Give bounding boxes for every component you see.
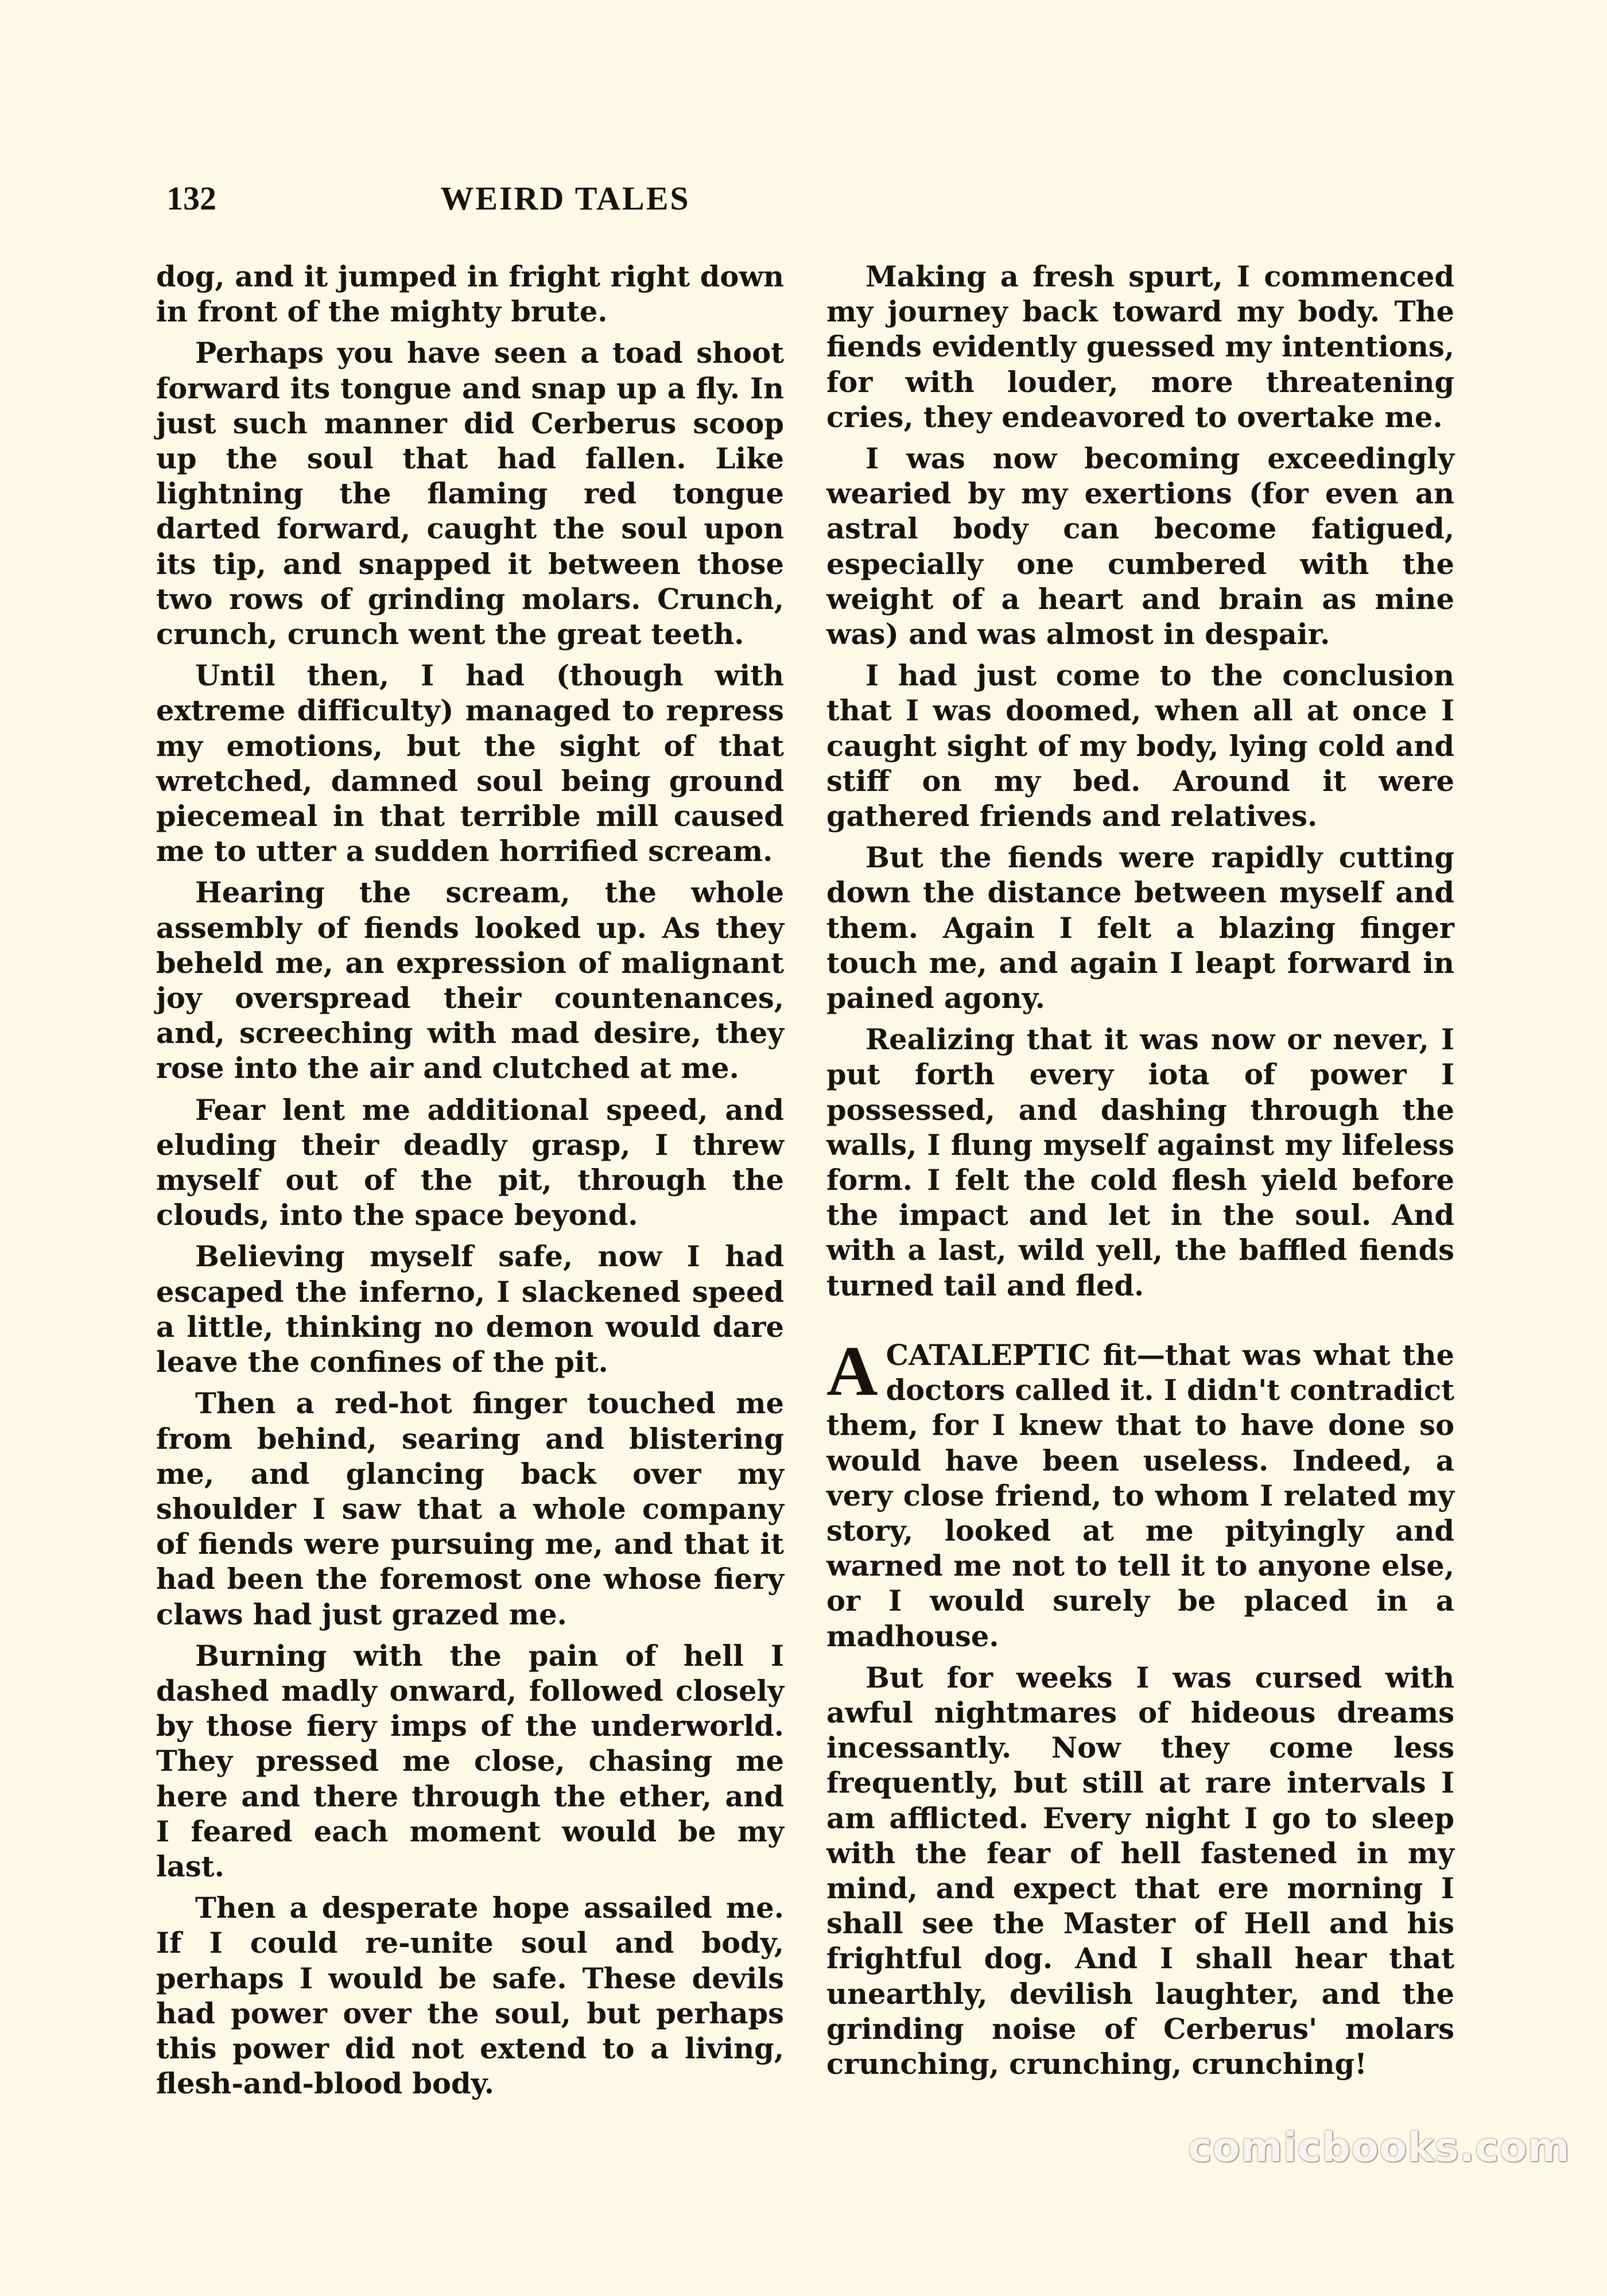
paragraph: I was now becoming exceedingly wearied by my exertions (for even an astral body can become fatigued, especially one cumbered with the weight of a heart and brain as mine was) and was almost in despair. [826,442,1454,651]
page-number: 132 [166,180,216,217]
paragraph: But the fiends were rapidly cutting down the distance between myself and them. Again I felt a blazing finger touch me, and again I leapt forward in pained agony. [826,841,1454,1015]
paragraph: Believing myself safe, now I had escaped the inferno, I slackened speed a little, thinking no demon would dare leave the confines of the pit. [156,1240,784,1379]
paragraph: Then a desperate hope assailed me. If I could re-unite soul and body, perhaps I would be safe. These devils had power over the soul, but perhaps this power did not extend to a living, flesh-and-blood body. [156,1891,784,2101]
left-column [156,259,784,2108]
paragraph: Fear lent me additional speed, and eluding their deadly grasp, I threw myself out of the pit, through the clouds, into the space beyond. [156,1093,784,1232]
paragraph: Hearing the scream, the whole assembly of fiends looked up. As they beheld me, an expression of malignant joy overspread their countenances, and, screeching with mad desire, they rose into the air and clutched at me. [156,876,784,1085]
watermark: comicbooks.com [1188,2124,1570,2171]
paragraph: dog, and it jumped in fright right down in front of the mighty brute. [156,260,784,329]
paragraph: Perhaps you have seen a toad shoot forward its tongue and snap up a fly. In just such manner did Cerberus scoop up the soul that had fallen. Like lightning the flaming red tongue darted forward, caught the soul upon its tip, and snapped it between those two rows of grinding molars. Crunch, crunch, crunch went the great teeth. [156,336,784,651]
paragraph: I had just come to the conclusion that I was doomed, when all at once I caught sight of my body, lying cold and stiff on my bed. Around it were gathered friends and relatives. [826,659,1454,833]
section-opening-paragraph [826,1331,1454,1654]
right-column [826,259,1454,2088]
paragraph: Realizing that it was now or never, I put forth every iota of power I possessed, and dashing through the walls, I flung myself against my lifeless form. I felt the cold flesh yield before the impact and let in the soul. And with a last, wild yell, the baffled fiends turned tail and fled. [826,1023,1454,1302]
paragraph: But for weeks I was cursed with awful nightmares of hideous dreams incessantly. Now they come less frequently, but still at rare intervals I am afflicted. Every night I go to sleep with the fear of hell fastened in my mind, and expect that ere morning I shall see the Master of Hell and his frightful dog. And I shall hear that unearthly, devilish laughter, and the grinding noise of Cerberus' molars crunching, crunching, crunching! [826,1661,1454,2081]
paragraph: Until then, I had (though with extreme difficulty) managed to repress my emotions, but the sight of that wretched, damned soul being ground piecemeal in that terrible mill caused me to utter a sudden horrified scream. [156,659,784,868]
section-opening-text: CATALEPTIC fit—that was what the doctors called it. I didn't contradict them, for I knew that to have done so would have been useless. Indeed, a very close friend, to whom I related my story, looked at me pityingly and warned me not to tell it to anyone else, or I would surely be placed in a madhouse. [826,1338,1454,1653]
running-head: WEIRD TALES [440,180,690,217]
paragraph: Burning with the pain of hell I dashed madly onward, followed closely by those fiery imps of the underworld. They pressed me close, chasing me here and there through the ether, and I feared each moment would be my last. [156,1639,784,1883]
paragraph: Then a red-hot finger touched me from behind, searing and blistering me, and glancing back over my shoulder I saw that a whole company of fiends were pursuing me, and that it had been the foremost one whose fiery claws had just grazed me. [156,1387,784,1631]
drop-cap: A [826,1331,878,1410]
page-header [166,179,964,225]
paragraph: Making a fresh spurt, I commenced my journey back toward my body. The fiends evidently guessed my intentions, for with louder, more threatening cries, they endeavored to overtake me. [826,260,1454,434]
